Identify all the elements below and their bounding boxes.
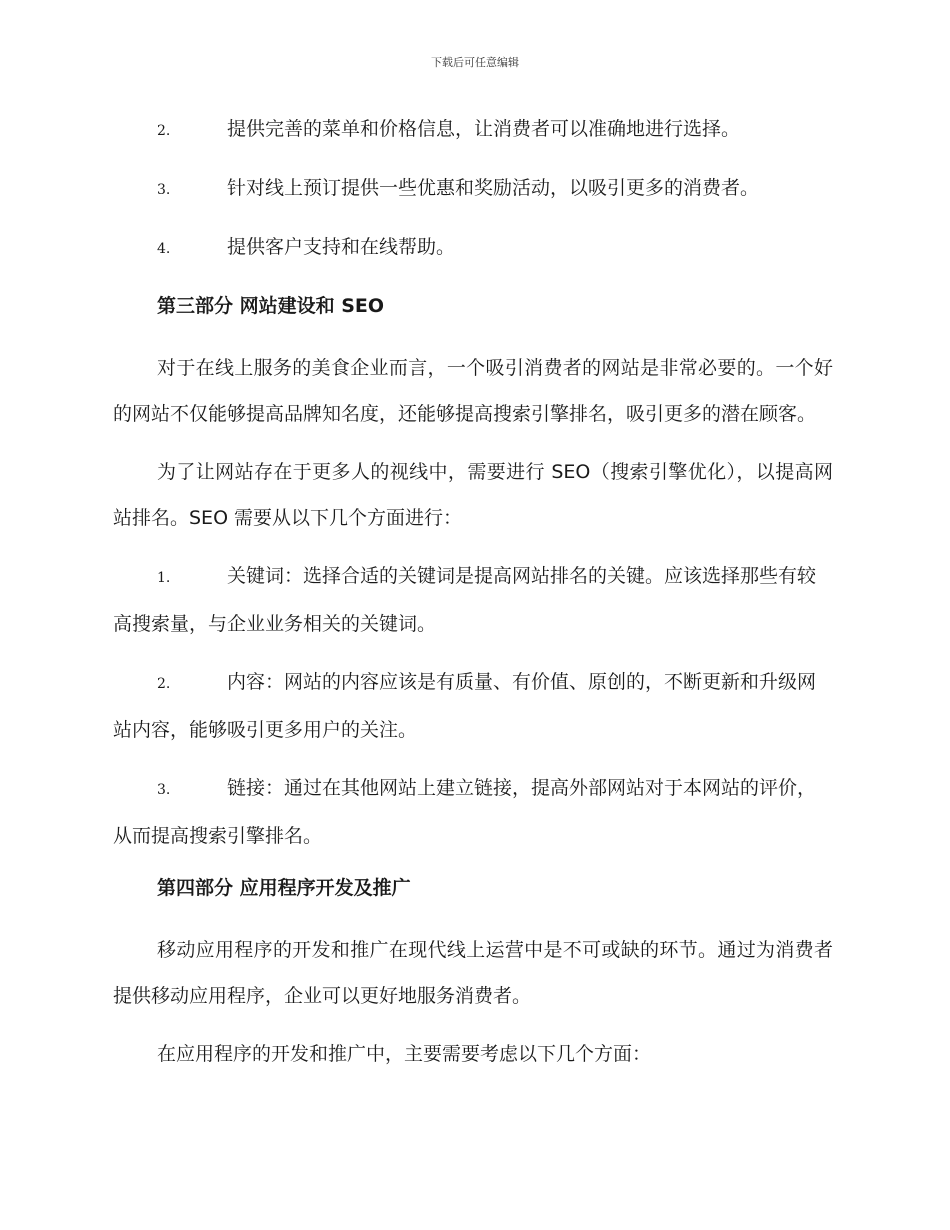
list-text: 提供完善的菜单和价格信息，让消费者可以准确地进行选择。 [227, 118, 741, 140]
paragraph: 对于在线上服务的美食企业而言，一个吸引消费者的网站是非常必要的。一个好的网站不仅能够提高品牌知名度，还能够提高搜索引擎排名，吸引更多的潜在顾客。 [113, 357, 833, 425]
list-text: 关键词：选择合适的关键词是提高网站排名的关键。应该选择那些有较高搜索量，与企业业务相关的关键词。 [113, 565, 817, 635]
list-text: 针对线上预订提供一些优惠和奖励活动，以吸引更多的消费者。 [227, 177, 760, 199]
list-item [113, 112, 833, 148]
list-item [113, 659, 833, 753]
section-heading-4: 第四部分 应用程序开发及推广 [157, 877, 411, 899]
list-item [113, 765, 833, 859]
list-item [113, 553, 833, 647]
paragraph: 为了让网站存在于更多人的视线中，需要进行 SEO（搜索引擎优化），以提高网站排名。SEO 需要从以下几个方面进行： [113, 461, 833, 529]
list-item [113, 230, 833, 266]
list-text: 内容：网站的内容应该是有质量、有价值、原创的，不断更新和升级网站内容，能够吸引更多用户的关注。 [113, 671, 817, 741]
list-number: 1. [157, 570, 171, 586]
list-number: 2. [157, 123, 171, 139]
list-text: 链接：通过在其他网站上建立链接，提高外部网站对于本网站的评价，从而提高搜索引擎排名。 [113, 777, 817, 847]
list-number: 3. [157, 782, 171, 798]
download-edit-note: 下载后可任意编辑 [431, 56, 519, 69]
section-heading-3: 第三部分 网站建设和 SEO [157, 295, 385, 317]
list-item [113, 171, 833, 207]
paragraph: 在应用程序的开发和推广中，主要需要考虑以下几个方面： [157, 1043, 652, 1065]
document-body [113, 112, 833, 1089]
list-number: 2. [157, 676, 171, 692]
paragraph: 移动应用程序的开发和推广在现代线上运营中是不可或缺的环节。通过为消费者提供移动应用程序，企业可以更好地服务消费者。 [113, 939, 833, 1007]
list-number: 4. [157, 241, 171, 257]
list-text: 提供客户支持和在线帮助。 [227, 236, 456, 258]
list-number: 3. [157, 182, 171, 198]
